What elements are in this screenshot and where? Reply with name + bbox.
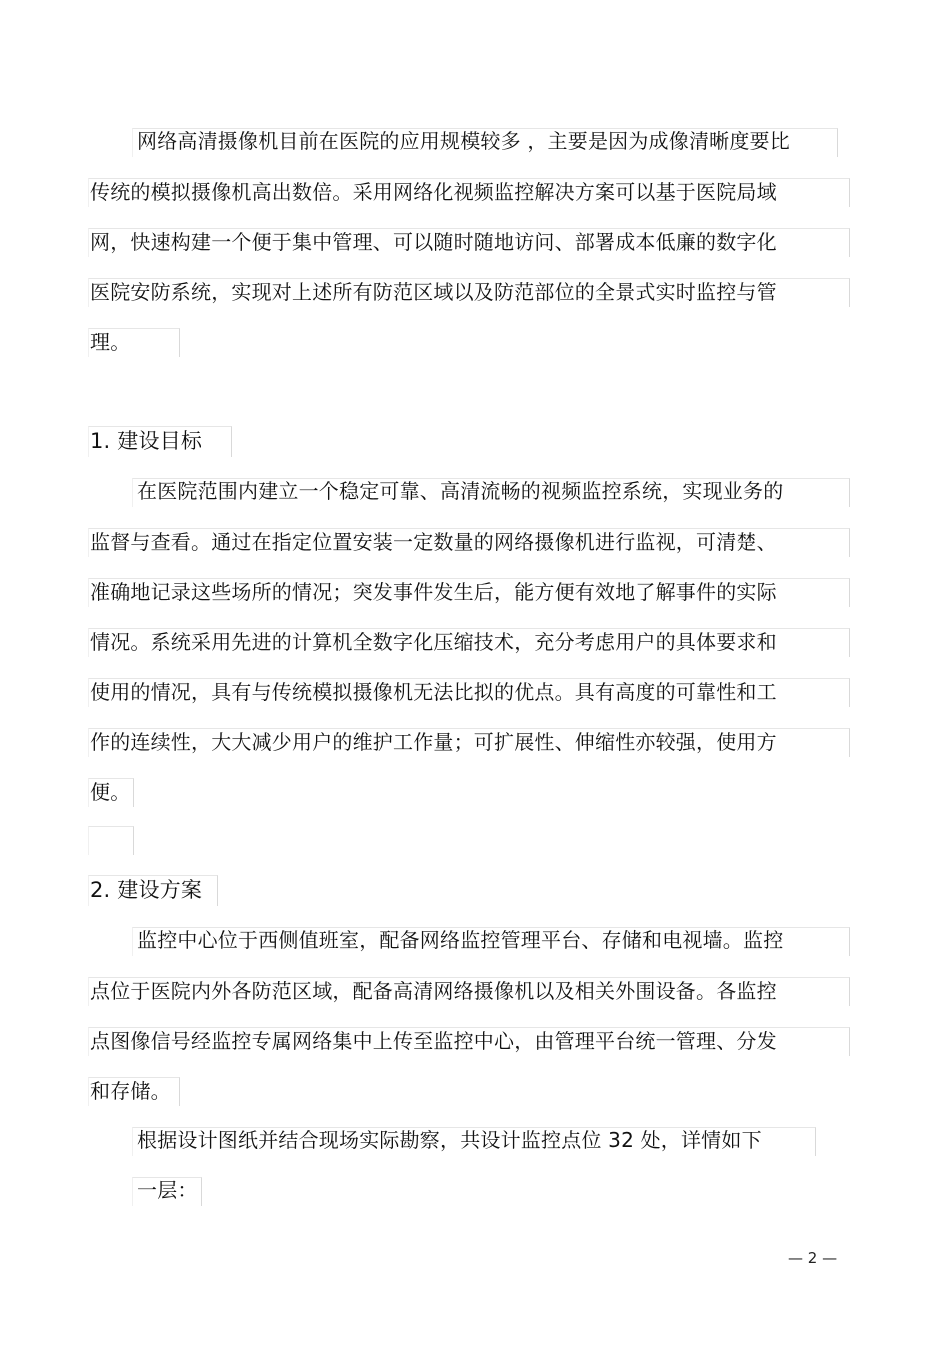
paragraph-line: 点位于医院内外各防范区域，配备高清网络摄像机以及相关外围设备。各监控 bbox=[90, 979, 777, 1003]
section-heading: 2. 建设方案 bbox=[90, 878, 203, 902]
paragraph-line: 点图像信号经监控专属网络集中上传至监控中心，由管理平台统一管理、分发 bbox=[90, 1029, 777, 1053]
paragraph-line: 和存储。 bbox=[90, 1079, 171, 1103]
paragraph-line: 理。 bbox=[90, 330, 131, 354]
section-heading: 1. 建设目标 bbox=[90, 429, 203, 453]
paragraph-line: 一层： bbox=[137, 1178, 198, 1202]
paragraph-line: 监控中心位于西侧值班室，配备网络监控管理平台、存储和电视墙。监控 bbox=[137, 928, 784, 952]
paragraph-line: 医院安防系统，实现对上述所有防范区域以及防范部位的全景式实时监控与管 bbox=[90, 280, 777, 304]
paragraph-line: 传统的模拟摄像机高出数倍。采用网络化视频监控解决方案可以基于医院局域 bbox=[90, 180, 777, 204]
paragraph-line: 作的连续性，大大减少用户的维护工作量；可扩展性、伸缩性亦较强，使用方 bbox=[90, 730, 777, 754]
paragraph-line: 便。 bbox=[90, 780, 131, 804]
paragraph-line: 情况。系统采用先进的计算机全数字化压缩技术，充分考虑用户的具体要求和 bbox=[90, 630, 777, 654]
paragraph-line: 准确地记录这些场所的情况；突发事件发生后，能方便有效地了解事件的实际 bbox=[90, 580, 777, 604]
page-number: — 2 — bbox=[788, 1249, 838, 1267]
paragraph-line: 监督与查看。通过在指定位置安装一定数量的网络摄像机进行监视，可清楚、 bbox=[90, 530, 777, 554]
paragraph-line: 网，快速构建一个便于集中管理、可以随时随地访问、部署成本低廉的数字化 bbox=[90, 230, 777, 254]
paragraph-line: 网络高清摄像机目前在医院的应用规模较多 ，主要是因为成像清晰度要比 bbox=[137, 129, 790, 153]
empty-text-frame bbox=[88, 826, 134, 855]
paragraph-line: 根据设计图纸并结合现场实际勘察，共设计监控点位 32 处，详情如下 bbox=[137, 1128, 762, 1152]
paragraph-line: 使用的情况，具有与传统模拟摄像机无法比拟的优点。具有高度的可靠性和工 bbox=[90, 680, 777, 704]
paragraph-line: 在医院范围内建立一个稳定可靠、高清流畅的视频监控系统，实现业务的 bbox=[137, 479, 784, 503]
